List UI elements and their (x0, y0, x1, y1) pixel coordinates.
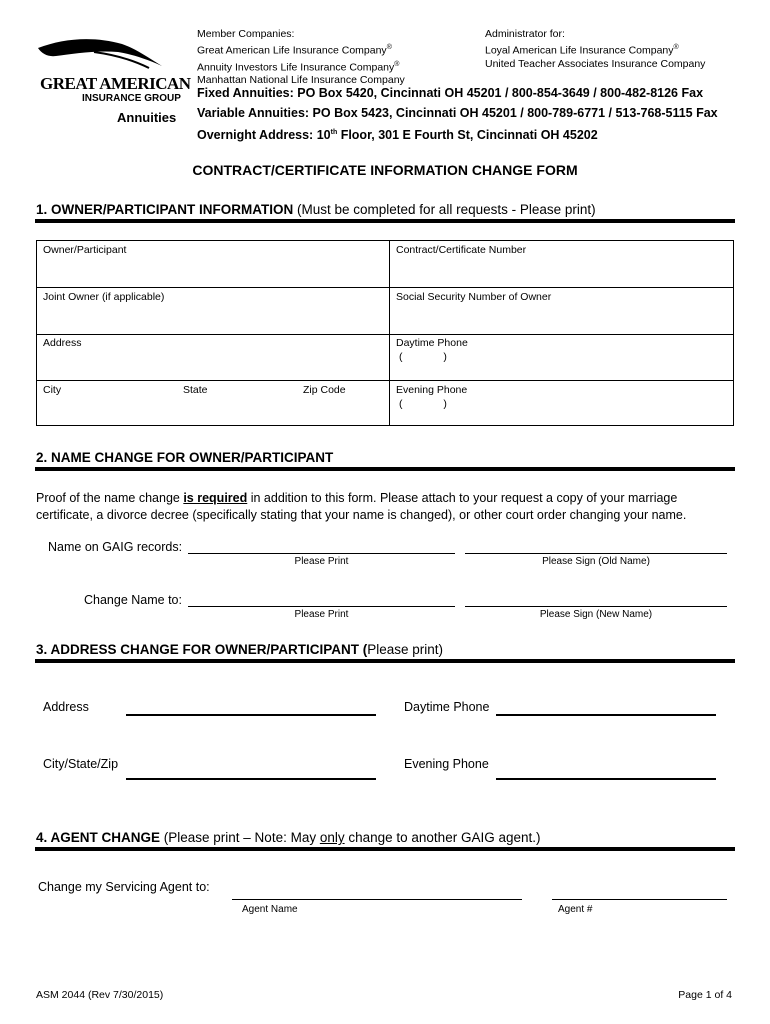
member-company-2: Annuity Investors Life Insurance Company® (197, 60, 400, 73)
old-name-print-caption: Please Print (294, 556, 349, 567)
section3-title: 3. ADDRESS CHANGE FOR OWNER/PARTICIPANT (Please print) (36, 642, 444, 657)
administrator-company-1: Loyal American Life Insurance Company® (485, 44, 679, 57)
agent-name-caption: Agent Name (242, 904, 298, 915)
administrator-company-2: United Teacher Associates Insurance Company (485, 57, 706, 70)
section3-rule (35, 659, 735, 663)
agent-name-line[interactable] (232, 899, 522, 900)
administrator-title: Administrator for: (485, 28, 565, 40)
page-number: Page 1 of 4 (678, 989, 732, 1001)
old-name-print-line[interactable] (188, 553, 455, 554)
daytime-phone-field[interactable]: Daytime Phone (396, 337, 468, 349)
zip-field[interactable]: Zip Code (303, 384, 346, 396)
variable-annuities-address: Variable Annuities: PO Box 5423, Cincinnati OH 45201 / 800-789-6771 / 513-768-5115 Fax (197, 106, 718, 120)
new-address-label: Address (43, 700, 89, 714)
member-company-1: Great American Life Insurance Company® (197, 44, 392, 57)
form-title: CONTRACT/CERTIFICATE INFORMATION CHANGE FORM (192, 162, 578, 178)
owner-participant-field[interactable]: Owner/Participant (43, 244, 127, 256)
agent-number-line[interactable] (552, 899, 727, 900)
contract-number-field[interactable]: Contract/Certificate Number (396, 244, 527, 256)
owner-info-table (36, 240, 734, 426)
new-evening-phone-line[interactable] (496, 778, 716, 780)
fixed-annuities-address: Fixed Annuities: PO Box 5420, Cincinnati OH 45201 / 800-854-3649 / 800-482-8126 Fax (197, 86, 704, 100)
agent-number-caption: Agent # (558, 904, 593, 915)
old-name-sign-caption: Please Sign (Old Name) (542, 556, 650, 567)
logo-line1: GREAT AMERICAN (40, 74, 191, 93)
new-city-state-zip-label: City/State/Zip (43, 757, 119, 771)
new-name-print-caption: Please Print (294, 609, 349, 620)
new-name-sign-line[interactable] (465, 606, 727, 607)
member-company-3: Manhattan National Life Insurance Company (197, 74, 405, 86)
new-address-line[interactable] (126, 714, 376, 716)
evening-phone-paren: ( ) (399, 398, 447, 410)
daytime-phone-paren: ( ) (399, 351, 447, 363)
member-companies-title: Member Companies: (197, 28, 295, 40)
table-hdivider-3 (37, 380, 734, 381)
new-daytime-phone-line[interactable] (496, 714, 716, 716)
change-name-to-label: Change Name to: (84, 593, 182, 607)
administrator-block (485, 28, 745, 71)
new-name-sign-caption: Please Sign (New Name) (539, 609, 653, 620)
logo-line2: INSURANCE GROUP (82, 93, 181, 104)
state-field[interactable]: State (183, 384, 208, 396)
evening-phone-field[interactable]: Evening Phone (396, 384, 468, 396)
city-field[interactable]: City (43, 384, 62, 396)
address-block (197, 83, 757, 145)
name-on-records-label: Name on GAIG records: (48, 540, 183, 554)
address-field[interactable]: Address (43, 337, 82, 349)
table-hdivider-1 (37, 287, 734, 288)
overnight-address: Overnight Address: 10th Floor, 301 E Fourth St, Cincinnati OH 45202 (197, 128, 598, 143)
change-agent-label: Change my Servicing Agent to: (38, 880, 210, 894)
eagle-icon (34, 34, 179, 74)
section2-title: 2. NAME CHANGE FOR OWNER/PARTICIPANT (36, 450, 334, 465)
form-code: ASM 2044 (Rev 7/30/2015) (36, 989, 164, 1001)
section1-rule (35, 219, 735, 223)
old-name-sign-line[interactable] (465, 553, 727, 554)
name-change-instructions: Proof of the name change is required in addition to this form. Please attach to your request a copy of your marriage certificate, a divorce decree (specifically stating that your name is changed), or other court order changing your name. (36, 491, 687, 522)
logo-line3: Annuities (117, 110, 177, 125)
section1-title: 1. OWNER/PARTICIPANT INFORMATION (Must be completed for all requests - Please print) (36, 202, 596, 217)
section2-rule (35, 467, 735, 471)
new-city-state-zip-line[interactable] (126, 778, 376, 780)
company-logo (34, 34, 191, 134)
member-companies-block (197, 28, 477, 87)
joint-owner-field[interactable]: Joint Owner (if applicable) (43, 291, 165, 303)
section4-rule (35, 847, 735, 851)
table-hdivider-2 (37, 334, 734, 335)
section4-title: 4. AGENT CHANGE (Please print – Note: May only change to another GAIG agent.) (36, 830, 541, 845)
new-evening-phone-label: Evening Phone (404, 757, 489, 771)
new-daytime-phone-label: Daytime Phone (404, 700, 490, 714)
new-name-print-line[interactable] (188, 606, 455, 607)
ssn-owner-field[interactable]: Social Security Number of Owner (396, 291, 552, 303)
